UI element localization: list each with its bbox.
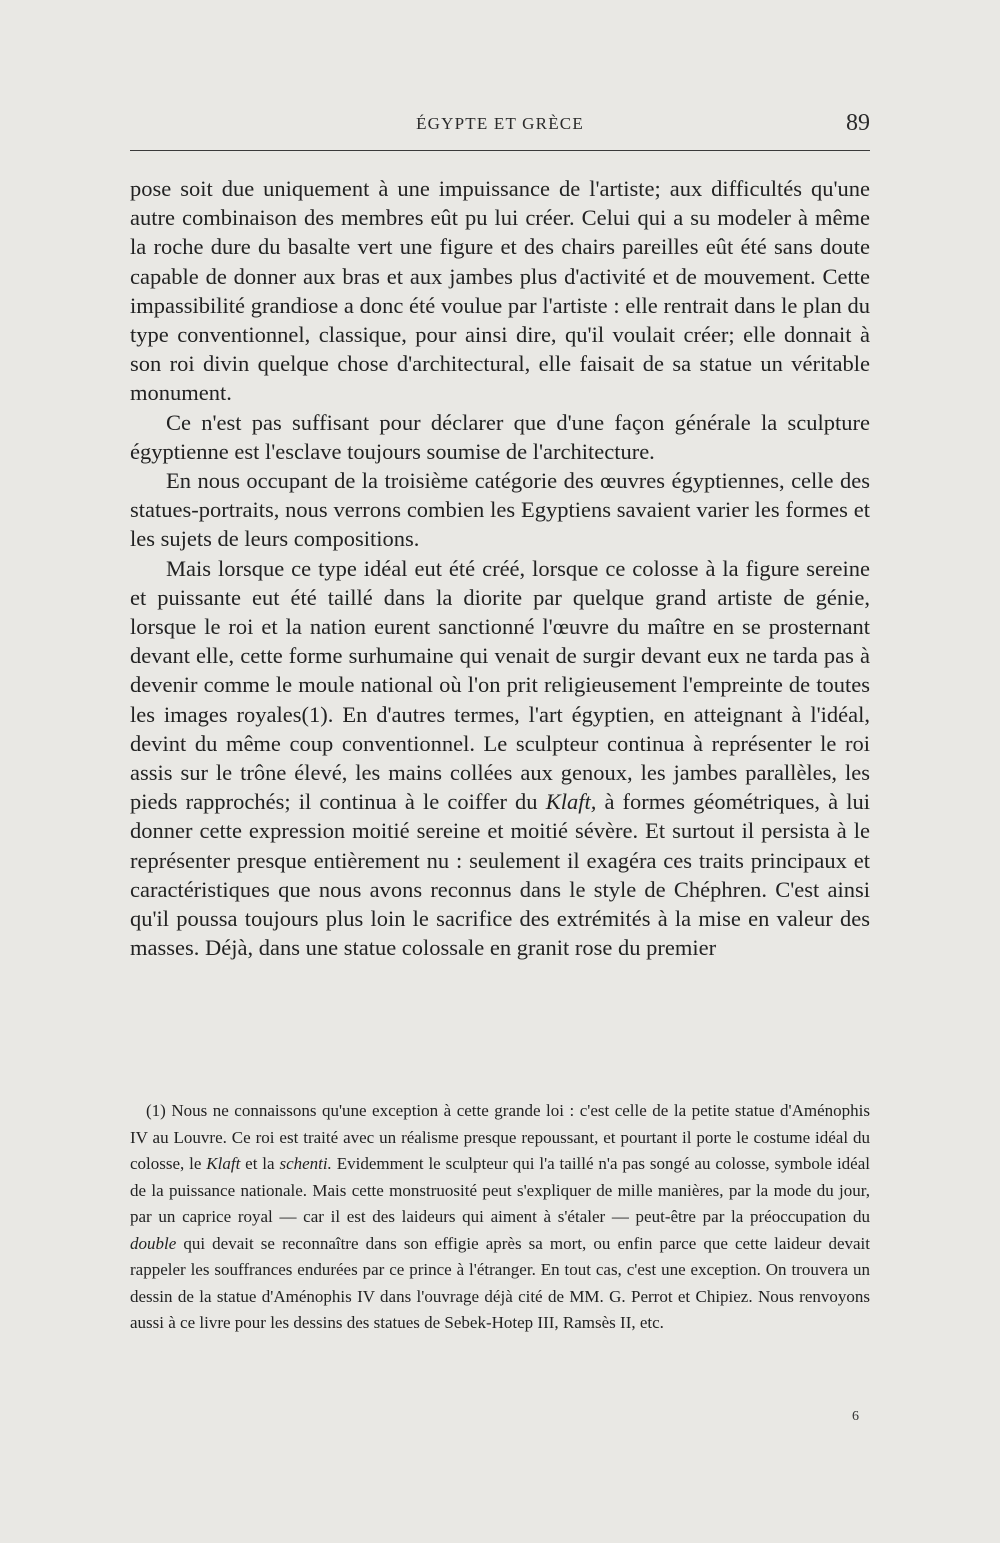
main-text [130,174,870,962]
footnote-text-b: et la [240,1154,280,1173]
paragraph-1: pose soit due uniquement à une impuissance de l'artiste; aux difficultés qu'une autre combinaison des membres eût pu lui créer. Celui qui a su modeler à même la roche dure du basalte vert une figure et des chairs pareilles eût été sans doute capable de donner aux bras et aux jambes plus d'activité et de mouvement. Cette impassibilité grandiose a donc été voulue par l'artiste : elle rentrait dans le plan du type conventionnel, classique, pour ainsi dire, qu'il voulait créer; elle donnait à son roi divin quelque chose d'architectural, elle faisait de sa statue un véritable monument. [130,176,870,406]
paragraph-4-part-c: à formes géométriques, à lui donner cette expression moitié sereine et moitié sévère. Et surtout il persista à le représenter presque entièrement nu : seulement il exagéra ces traits principaux et caractéristiques que nous avons reconnus dans le style de Chéphren. C'est ainsi qu'il poussa toujours plus loin le sacrifice des extrémités à la mise en valeur des masses. Déjà, dans une statue colossale en granit rose du premier [130,789,870,961]
paragraph-3: En nous occupant de la troisième catégorie des œuvres égyptiennes, celle des statues-portraits, nous verrons combien les Egyptiens savaient varier les formes et les sujets de leurs compositions. [130,468,870,552]
footnote-text-a: Nous ne connaissons qu'une exception à cette grande loi : c'est celle de la petite statue d'Aménophis IV au Louvre. Ce roi est traité avec un réalisme presque repoussant, et pourtant il porte le costume idéal du colosse, le [130,1101,870,1173]
header-rule [130,150,870,151]
footnote-text-c: Evidemment le sculpteur qui l'a taillé n'a pas songé au colosse, symbole idéal de la puissance nationale. Mais cette monstruosité peut s'expliquer de mille manières, par la mode du jour, par un caprice royal — car il est des laideurs qui aiment à s'étaler — peut-être par la préoccupation du [130,1154,870,1226]
paragraph-4-part-a: Mais lorsque ce type idéal eut été créé, lorsque ce colosse à la figure sereine et puissante eut été taillé dans la diorite par quelque grand artiste de génie, lorsque le roi et la nation eurent sanctionné l'œuvre du maître en se prosternant devant elle, cette forme surhumaine qui venait de surgir devant eux ne tarda pas à devenir comme le moule national où l'on prit religieusement l'empreinte de toutes les images royales [130,555,870,727]
footnote-block [130,1098,870,1337]
signature-mark: 6 [852,1409,859,1424]
paragraph-2: Ce n'est pas suffisant pour déclarer que d'une façon générale la sculpture égyptienne est l'esclave toujours soumise de l'architecture. [130,409,870,464]
footnote-text-d: qui devait se reconnaître dans son effigie après sa mort, ou enfin parce que cette laideur devait rappeler les souffrances endurées par ce prince à l'étranger. En tout cas, c'est une exception. On trouvera un dessin de la statue d'Aménophis IV dans l'ouvrage déjà cité de MM. G. Perrot et Chipiez. Nous renvoyons aussi à ce livre pour les dessins des statues de Sebek-Hotep III, Ramsès II, etc. [130,1233,870,1332]
footnote-marker: (1) [146,1101,166,1120]
footnote-schenti: schenti. [279,1154,332,1173]
footnote-klaft: Klaft [206,1154,241,1173]
paragraph-4 [130,554,870,963]
klaft-term: Klaft, [545,789,597,815]
footnote-double: double [130,1233,177,1253]
page-header [130,112,870,142]
page-number: 89 [846,110,870,136]
paragraph-4-part-b: . En d'autres termes, l'art égyptien, en atteignant à l'idéal, devint du même coup conventionnel. Le sculpteur continua à représenter le roi assis sur le trône élevé, les mains collées aux genoux, les jambes parallèles, les pieds rapprochés; il continua à le coiffer du [130,701,870,815]
footnote-1 [130,1098,870,1337]
running-title: ÉGYPTE ET GRÈCE [416,114,584,133]
footnote-reference: (1) [301,701,328,727]
